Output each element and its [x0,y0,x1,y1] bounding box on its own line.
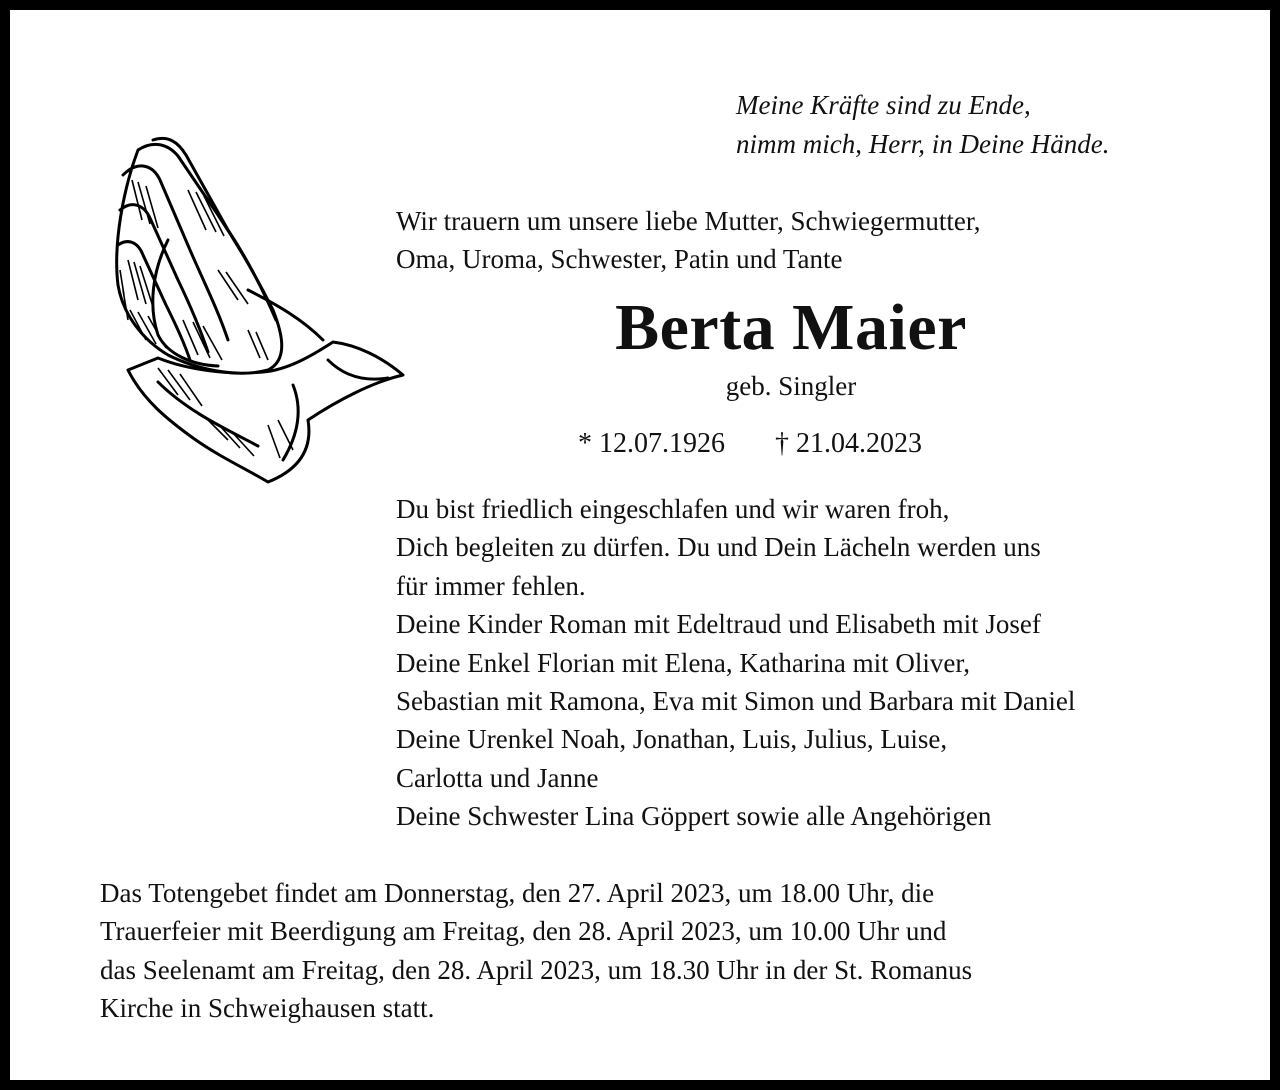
intro-line: Wir trauern um unsere liebe Mutter, Schwiegermutter, [396,206,981,236]
message-line: für immer fehlen. [396,570,586,601]
message-line: Deine Schwester Lina Göppert sowie alle Angehörigen [396,801,992,832]
praying-hands-icon [98,120,408,486]
service-line: das Seelenamt am Freitag, den 28. April 2023, um 18.30 Uhr in der St. Romanus [100,954,973,985]
service-details [100,874,972,1028]
obituary-card [10,10,1270,1080]
message-line: Carlotta und Janne [396,762,599,793]
message-line: Deine Enkel Florian mit Elena, Katharina mit Oliver, [396,647,971,678]
message-line: Deine Urenkel Noah, Jonathan, Luis, Julius, Luise, [396,724,948,755]
intro-text [396,202,981,278]
service-line: Kirche in Schweighausen statt. [100,993,435,1024]
verse-line: Meine Kräfte sind zu Ende, [736,90,1031,120]
service-line: Das Totengebet findet am Donnerstag, den 27. April 2023, um 18.00 Uhr, die [100,878,935,908]
service-line: Trauerfeier mit Beerdigung am Freitag, den 28. April 2023, um 10.00 Uhr und [100,916,947,947]
birth-date: * 12.07.1926 [578,428,725,459]
verse-line: nimm mich, Herr, in Deine Hände. [736,129,1110,159]
deceased-name: Berta Maier [615,291,967,364]
mourners-message [396,490,1075,836]
message-line: Du bist friedlich eingeschlafen und wir waren froh, [396,494,950,524]
message-line: Deine Kinder Roman mit Edeltraud und Elisabeth mit Josef [396,609,1041,640]
bible-verse [736,86,1109,164]
death-date: † 21.04.2023 [775,428,922,459]
message-line: Dich begleiten zu dürfen. Du und Dein Lächeln werden uns [396,532,1041,563]
intro-line: Oma, Uroma, Schwester, Patin und Tante [396,244,843,274]
maiden-name: geb. Singler [725,371,857,401]
life-dates [578,425,922,463]
message-line: Sebastian mit Ramona, Eva mit Simon und Barbara mit Daniel [396,686,1076,717]
